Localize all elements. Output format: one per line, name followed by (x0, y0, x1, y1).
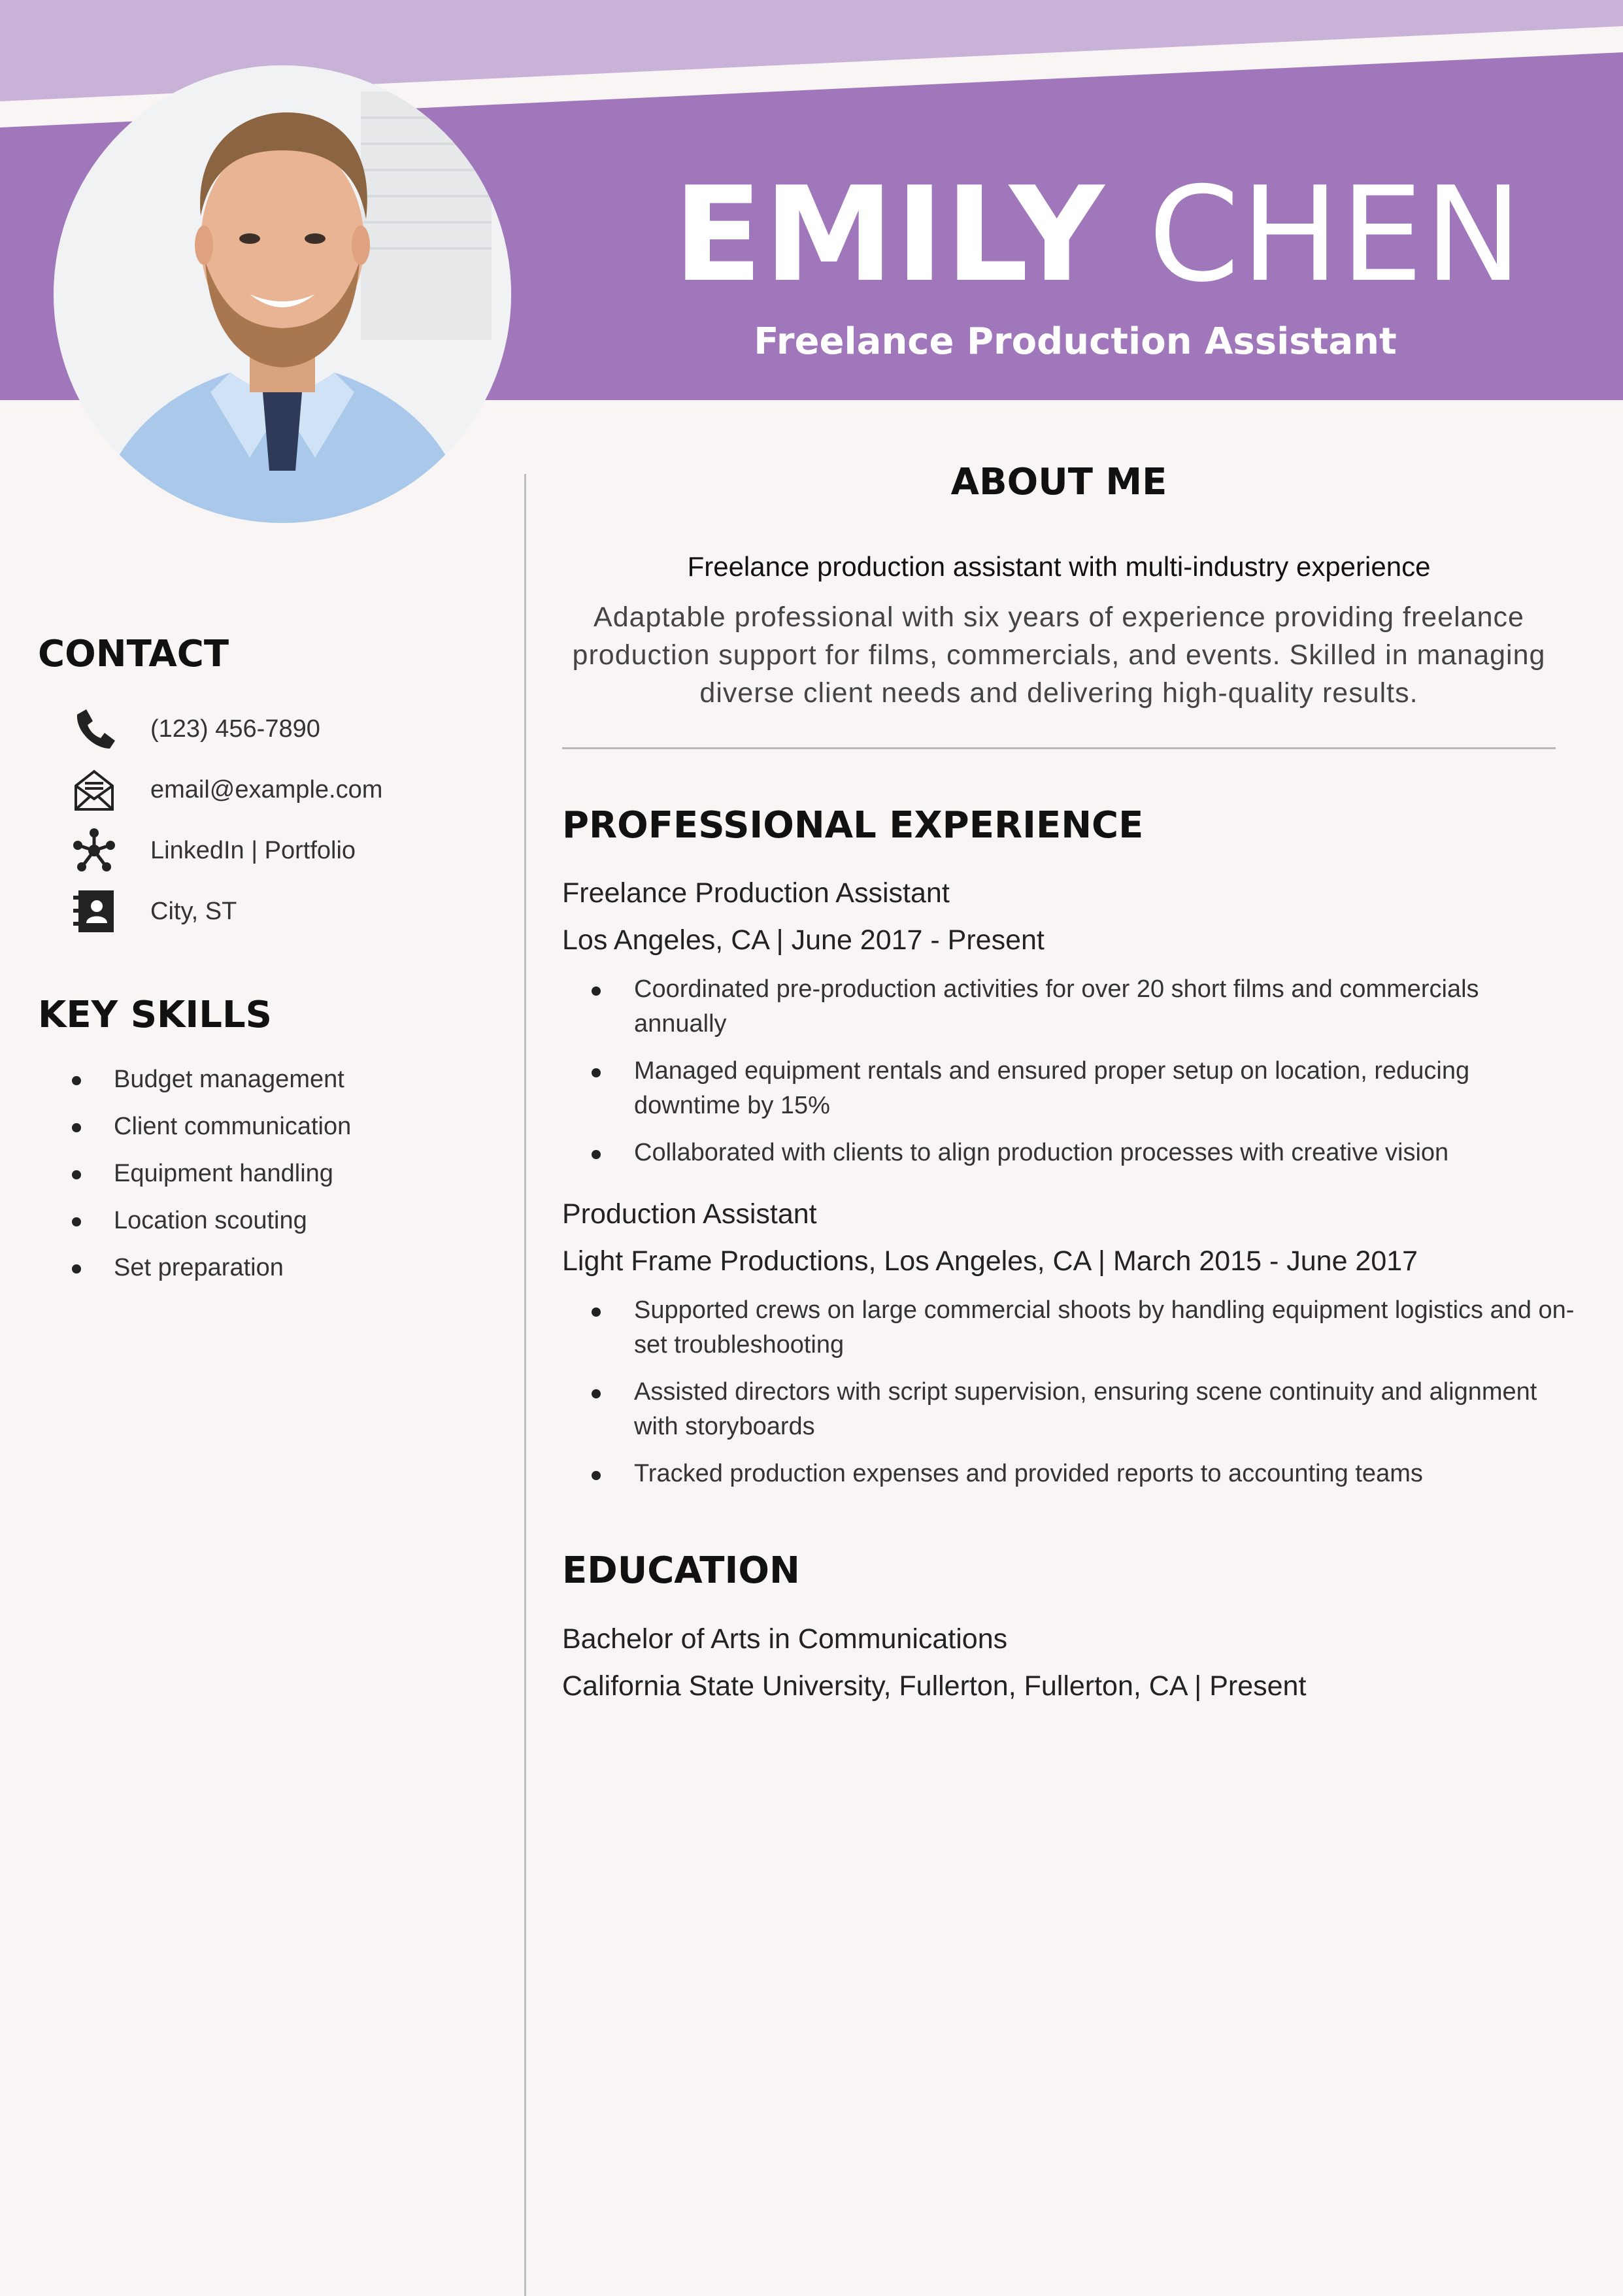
skill-label: Budget management (114, 1066, 344, 1093)
job-bullet: Supported crews on large commercial shoots by handling equipment logistics and on-set troubleshooting (634, 1293, 1575, 1362)
mail-icon (71, 766, 118, 813)
degree: Bachelor of Arts in Communications (562, 1623, 1008, 1655)
section-divider (562, 747, 1556, 749)
first-name: EMILY (673, 159, 1106, 311)
profile-photo (54, 65, 511, 523)
contact-links (71, 824, 356, 877)
candidate-name (673, 159, 1524, 311)
about-body: Adaptable professional with six years of experience providing freelance production support for films, commercials, and events. Skilled in managing diverse client needs and delivering high-quality results. (572, 601, 1546, 709)
school: California State University, Fullerton, Fullerton, CA | Present (562, 1670, 1307, 1702)
contact-email (71, 764, 382, 816)
job-bullet: Collaborated with clients to align production processes with creative vision (634, 1136, 1575, 1170)
skill-label: Set preparation (114, 1254, 284, 1281)
skill-item (72, 1066, 344, 1094)
job-meta-2: Light Frame Productions, Los Angeles, CA | March 2015 - June 2017 (562, 1245, 1418, 1277)
job-bullet: Assisted directors with script supervision, ensuring scene continuity and alignment with storyboards (634, 1375, 1575, 1444)
job-bullet: Tracked production expenses and provided reports to accounting teams (634, 1457, 1575, 1491)
job-title: Freelance Production Assistant (754, 320, 1397, 363)
bullet-dot (72, 1123, 81, 1132)
skill-item (72, 1207, 307, 1235)
email-text: email@example.com (150, 775, 383, 803)
last-name: CHEN (1148, 159, 1524, 311)
contact-location (71, 885, 237, 937)
bullet-dot (72, 1076, 81, 1085)
bullet-dot (72, 1264, 81, 1274)
links-text: LinkedIn | Portfolio (150, 836, 356, 864)
about-heading: ABOUT ME (950, 461, 1167, 503)
education-heading: EDUCATION (562, 1549, 800, 1592)
contact-phone (71, 703, 320, 755)
skill-item (72, 1254, 284, 1282)
location-text: City, ST (150, 897, 237, 925)
experience-heading: PROFESSIONAL EXPERIENCE (562, 804, 1144, 847)
job-title-2: Production Assistant (562, 1198, 817, 1230)
skill-item (72, 1160, 333, 1188)
address-book-icon (71, 888, 118, 935)
job-meta-1: Los Angeles, CA | June 2017 - Present (562, 924, 1045, 956)
skill-label: Client communication (114, 1113, 352, 1140)
job-bullet: Coordinated pre-production activities for over 20 short films and commercials annually (634, 972, 1575, 1041)
job-bullet: Managed equipment rentals and ensured proper setup on location, reducing downtime by 15% (634, 1054, 1575, 1123)
skill-label: Location scouting (114, 1207, 307, 1234)
skills-heading: KEY SKILLS (38, 994, 272, 1036)
phone-icon (71, 705, 118, 752)
column-divider (524, 474, 526, 2296)
about-headline: Freelance production assistant with multi-industry experience (687, 551, 1431, 582)
skill-label: Equipment handling (114, 1160, 333, 1187)
network-icon (71, 827, 118, 874)
contact-heading: CONTACT (38, 633, 229, 675)
skill-item (72, 1113, 351, 1141)
job-title-1: Freelance Production Assistant (562, 877, 950, 909)
bullet-dot (72, 1170, 81, 1179)
bullet-dot (72, 1217, 81, 1226)
phone-text: (123) 456-7890 (150, 715, 320, 743)
